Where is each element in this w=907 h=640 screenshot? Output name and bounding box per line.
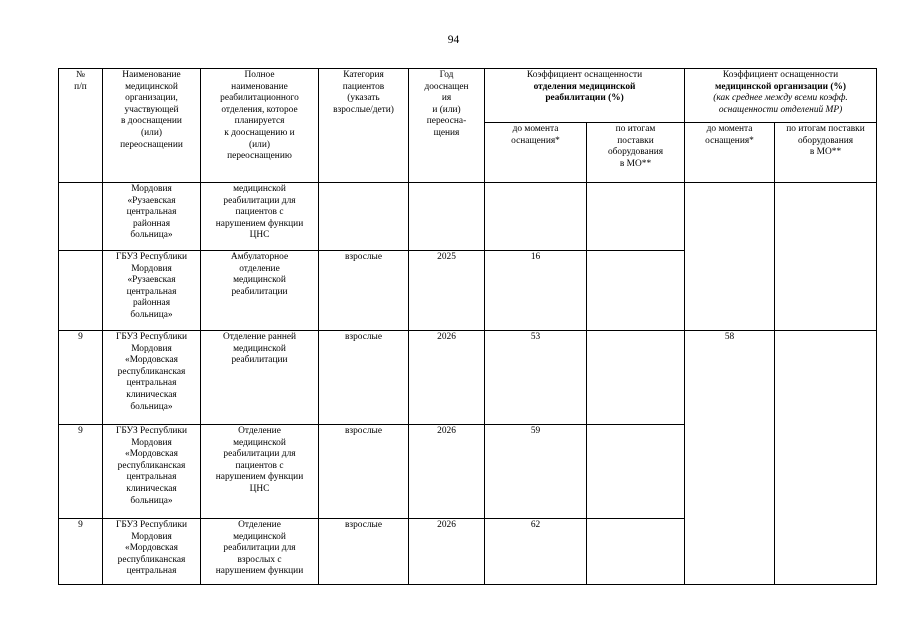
cell-category: взрослые bbox=[319, 331, 409, 425]
cell-org: ГБУЗ Республики Мордовия «Мордовская республиканская центральная клиническая больница» bbox=[103, 331, 201, 425]
cell-dept-after bbox=[587, 183, 685, 251]
cell-dept: Отделение ранней медицинской реабилитации bbox=[201, 331, 319, 425]
cell-org-before-group1 bbox=[685, 183, 775, 331]
cell-dept-before: 62 bbox=[485, 519, 587, 585]
cell-org-after-group2 bbox=[775, 331, 877, 585]
header-org-before: до момента оснащения* bbox=[685, 123, 775, 183]
cell-category: взрослые bbox=[319, 425, 409, 519]
header-org-coefficient-italic: (как среднее между всеми коэфф. оснащенности отделений МР) bbox=[713, 93, 848, 115]
cell-num bbox=[59, 183, 103, 251]
table-row bbox=[59, 183, 877, 251]
header-dept-after: по итогам поставки оборудования в МО** bbox=[587, 123, 685, 183]
cell-org: ГБУЗ Республики Мордовия «Мордовская республиканская центральная клиническая больница» bbox=[103, 425, 201, 519]
header-org-after: по итогам поставки оборудования в МО** bbox=[775, 123, 877, 183]
cell-num: 9 bbox=[59, 331, 103, 425]
cell-year: 2025 bbox=[409, 251, 485, 331]
header-org-coefficient-line1: Коэффициент оснащенности bbox=[722, 70, 839, 80]
cell-category bbox=[319, 183, 409, 251]
header-dept-coefficient bbox=[485, 69, 685, 123]
cell-dept-before: 16 bbox=[485, 251, 587, 331]
header-org-coefficient bbox=[685, 69, 877, 123]
cell-category: взрослые bbox=[319, 251, 409, 331]
header-org-name: Наименование медицинской организации, участвующей в дооснащении (или) переоснащении bbox=[103, 69, 201, 183]
cell-dept: Амбулаторное отделение медицинской реабилитации bbox=[201, 251, 319, 331]
cell-num: 9 bbox=[59, 425, 103, 519]
cell-dept-before: 53 bbox=[485, 331, 587, 425]
page-number: 94 bbox=[447, 34, 460, 46]
cell-dept-after bbox=[587, 519, 685, 585]
header-dept-name: Полное наименование реабилитационного отделения, которое планируется к дооснащению и (или) переоснащению bbox=[201, 69, 319, 183]
cell-num: 9 bbox=[59, 519, 103, 585]
cell-category: взрослые bbox=[319, 519, 409, 585]
cell-org-after-group1 bbox=[775, 183, 877, 331]
cell-org-before-group2: 58 bbox=[685, 331, 775, 585]
header-dept-coefficient-bold: отделения медицинской реабилитации (%) bbox=[533, 81, 636, 104]
header-dept-before: до момента оснащения* bbox=[485, 123, 587, 183]
cell-dept-after bbox=[587, 331, 685, 425]
cell-org: ГБУЗ Республики Мордовия «Рузаевская центральная районная больница» bbox=[103, 251, 201, 331]
header-num: № п/п bbox=[59, 69, 103, 183]
cell-dept-before: 59 bbox=[485, 425, 587, 519]
cell-dept: медицинской реабилитации для пациентов с нарушением функции ЦНС bbox=[201, 183, 319, 251]
cell-dept: Отделение медицинской реабилитации для взрослых с нарушением функции bbox=[201, 519, 319, 585]
header-org-coefficient-bold: медицинской организации (%) bbox=[715, 81, 846, 92]
cell-org: Мордовия «Рузаевская центральная районная больница» bbox=[103, 183, 201, 251]
cell-year: 2026 bbox=[409, 425, 485, 519]
cell-dept-after bbox=[587, 425, 685, 519]
cell-dept: Отделение медицинской реабилитации для пациентов с нарушением функции ЦНС bbox=[201, 425, 319, 519]
header-category: Категория пациентов (указать взрослые/дети) bbox=[319, 69, 409, 183]
table-row bbox=[59, 331, 877, 425]
cell-year: 2026 bbox=[409, 519, 485, 585]
cell-year: 2026 bbox=[409, 331, 485, 425]
header-dept-coefficient-line1: Коэффициент оснащенности bbox=[526, 70, 643, 80]
cell-year bbox=[409, 183, 485, 251]
equipment-coefficient-table bbox=[58, 68, 877, 585]
cell-dept-after bbox=[587, 251, 685, 331]
cell-org: ГБУЗ Республики Мордовия «Мордовская республиканская центральная bbox=[103, 519, 201, 585]
cell-dept-before bbox=[485, 183, 587, 251]
header-year: Год дооснащен ия и (или) переосна- щения bbox=[409, 69, 485, 183]
cell-num bbox=[59, 251, 103, 331]
